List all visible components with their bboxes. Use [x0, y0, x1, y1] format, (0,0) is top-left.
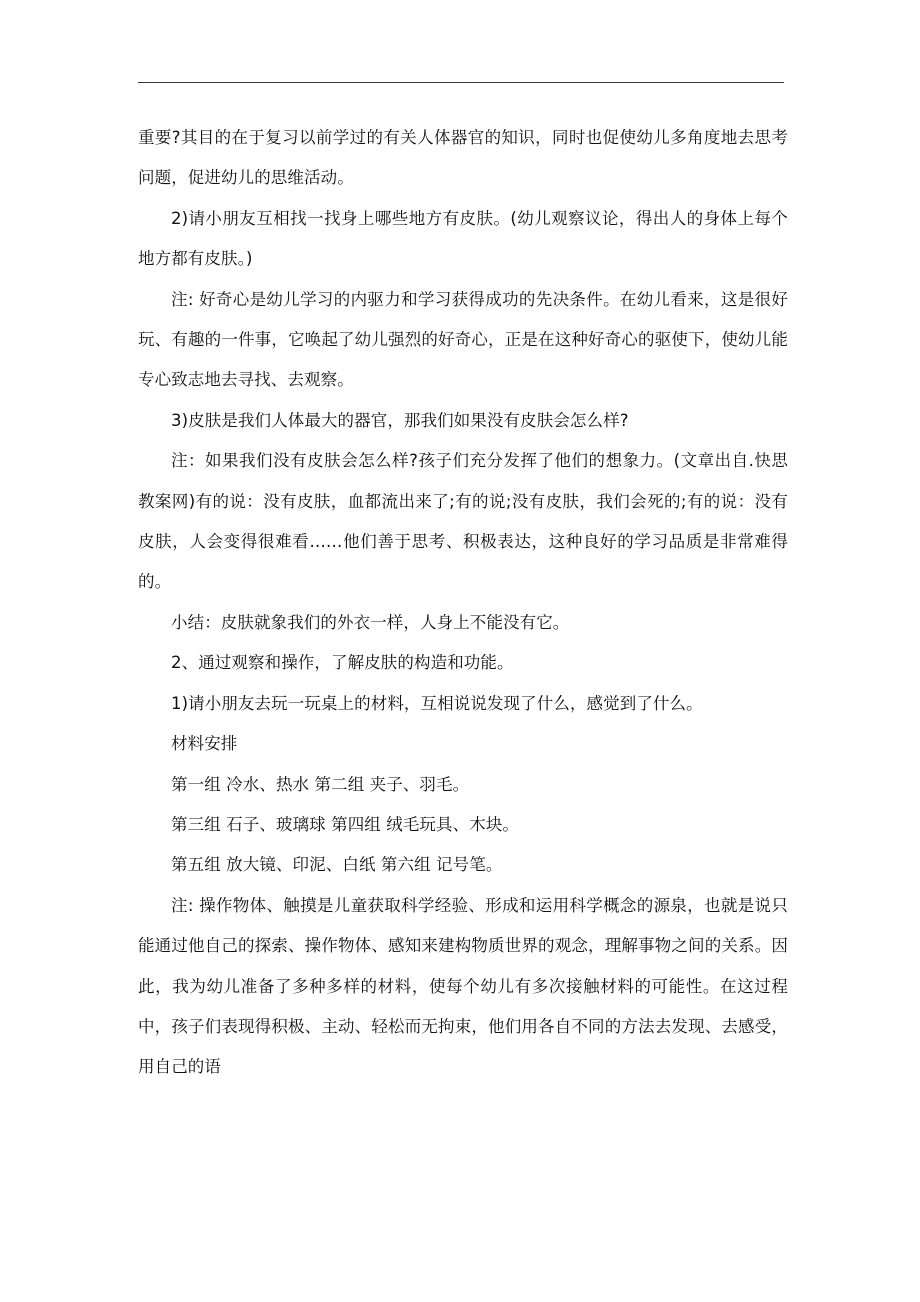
- paragraph-9: 材料安排: [171, 734, 238, 754]
- paragraph-1: 重要?其目的在于复习以前学过的有关人体器官的知识，同时也促使幼儿多角度地去思考问题，促进幼儿的思维活动。: [138, 128, 788, 188]
- paragraph-13: 注: 操作物体、触摸是儿童获取科学经验、形成和运用科学概念的源泉，也就是说只能通过他自己的探索、操作物体、感知来建构物质世界的观念，理解事物之间的关系。因此，我为幼儿准备了多种多样的材料，使每个幼儿有多次接触材料的可能性。在这过程中，孩子们表现得积极、主动、轻松而无拘束，他们用各自不同的方法去发现、去感受，用自己的语: [138, 895, 788, 1077]
- header-rule: [138, 82, 784, 83]
- paragraph-3: 注: 好奇心是幼儿学习的内驱力和学习获得成功的先决条件。在幼儿看来，这是很好玩、有趣的一件事，它唤起了幼儿强烈的好奇心，正是在这种好奇心的驱使下，使幼儿能专心致志地去寻找、去观察。: [138, 289, 788, 390]
- paragraph-6: 小结：皮肤就象我们的外衣一样，人身上不能没有它。: [171, 612, 570, 632]
- paragraph-12: 第五组 放大镜、印泥、白纸 第六组 记号笔。: [171, 855, 503, 875]
- paragraph-2: 2)请小朋友互相找一找身上哪些地方有皮肤。(幼儿观察议论，得出人的身体上每个地方都有皮肤。): [138, 208, 788, 269]
- paragraph-8: 1)请小朋友去玩一玩桌上的材料，互相说说发现了什么，感觉到了什么。: [171, 693, 703, 713]
- document-body: [138, 118, 788, 1088]
- paragraph-7: 2、通过观察和操作，了解皮肤的构造和功能。: [171, 653, 514, 673]
- paragraph-10: 第一组 冷水、热水 第二组 夹子、羽毛。: [171, 774, 470, 794]
- paragraph-5: 注：如果我们没有皮肤会怎么样?孩子们充分发挥了他们的想象力。(文章出自.快思教案网)有的说：没有皮肤，血都流出来了;有的说;没有皮肤，我们会死的;有的说：没有皮肤，人会变得很难看……他们善于思考、积极表达，这种良好的学习品质是非常难得的。: [138, 451, 788, 592]
- paragraph-4: 3)皮肤是我们人体最大的器官，那我们如果没有皮肤会怎么样?: [171, 410, 629, 430]
- paragraph-11: 第三组 石子、玻璃球 第四组 绒毛玩具、木块。: [171, 814, 520, 834]
